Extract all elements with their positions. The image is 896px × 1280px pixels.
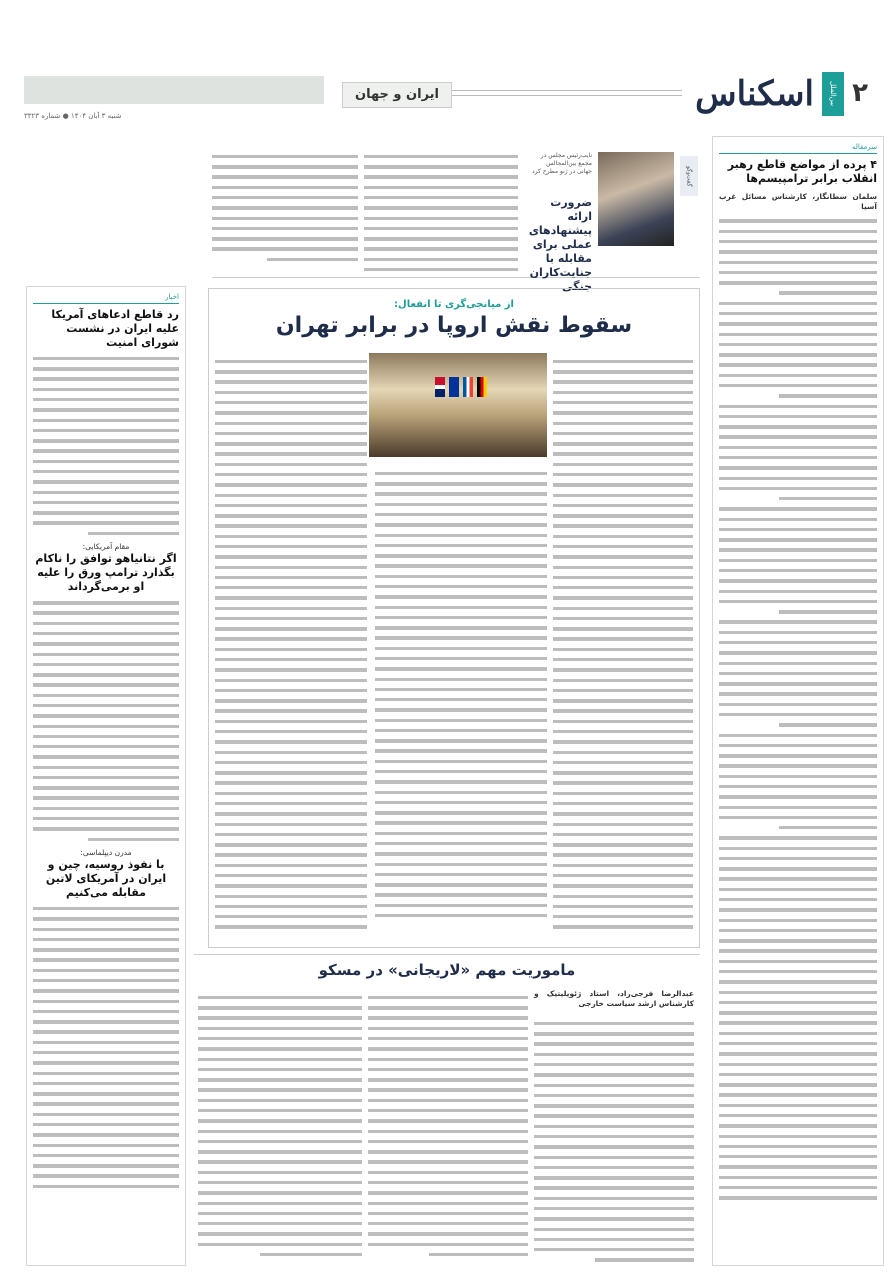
newspaper-logo: اسکناس [695, 74, 814, 114]
header-banner [24, 76, 324, 104]
interview-body-col1 [364, 148, 518, 278]
news-head: اخبار [33, 293, 179, 304]
news1-title: رد قاطع ادعاهای آمریکا علیه ایران در نشست شورای امنیت [51, 308, 179, 349]
editorial-title: ۴ پرده از مواضع قاطع رهبر انقلاب برابر ترامپیسم‌ها [727, 158, 877, 185]
interview-body-col2 [212, 148, 358, 268]
interview-title: ضرورت ارائه پیشنهادهای عملی برای مقابله با جنایت‌کاران جنگی [528, 196, 592, 293]
editorial-body [719, 219, 877, 1199]
news2-kicker: مقام آمریکایی: [82, 541, 130, 551]
news3-title: با نفوذ روسیه، چین و ایران در آمریکای لاتین مقابله می‌کنیم [45, 858, 167, 900]
section-title: ایران و جهان [342, 82, 452, 108]
photo-caption: نایب‌رئیس مجلس در مجمع بین‌المجالس جهانی در ژنو مطرح کرد [532, 152, 592, 175]
page-header [24, 68, 872, 128]
page-number: ۲ [852, 78, 868, 108]
main-body-col3 [215, 353, 367, 936]
bottom-article [194, 954, 700, 1264]
interview-tag: گفت‌وگو [680, 156, 698, 196]
meeting-photo [369, 353, 547, 457]
editorial-column [712, 136, 884, 1266]
main-title: سقوط نقش اروپا در برابر تهران [275, 313, 633, 338]
date-line: شنبه ۳ آبان ۱۴۰۴ ● شماره ۳۳۲۳ [24, 112, 122, 120]
news-column [26, 286, 186, 1266]
section-tab: بین‌الملل [822, 72, 844, 116]
bottom-body-col1 [534, 1015, 694, 1269]
bottom-byline: عبدالرضا فرجی‌راد، استاد ژئوپلیتیک و کارشناس ارشد سیاست خارجی [534, 989, 694, 1009]
bottom-title: ماموریت مهم «لاریجانی» در مسکو [318, 961, 576, 979]
main-article [208, 288, 700, 948]
news2-body [33, 601, 179, 841]
main-body-col2 [375, 465, 547, 924]
news1-body [33, 357, 179, 535]
header-rule [452, 90, 682, 96]
main-kicker: از میانجی‌گری تا انفعال: [394, 299, 514, 310]
news3-body [33, 907, 179, 1188]
bottom-body-col2 [368, 989, 528, 1263]
editorial-lead: سلمان سطانگار، کارشناس مسائل غرب آسیا [719, 192, 877, 212]
editorial-head: سرمقاله [719, 143, 877, 154]
bottom-body-col3 [198, 989, 362, 1263]
main-body-col1 [553, 353, 693, 936]
speaker-photo [598, 152, 674, 246]
news2-title: اگر نتانیاهو توافق را ناکام بگذارد ترامپ ورق را علیه او برمی‌گرداند [35, 552, 177, 594]
news3-kicker: مدرن دیپلماسی: [80, 847, 132, 857]
interview-block [212, 136, 700, 293]
